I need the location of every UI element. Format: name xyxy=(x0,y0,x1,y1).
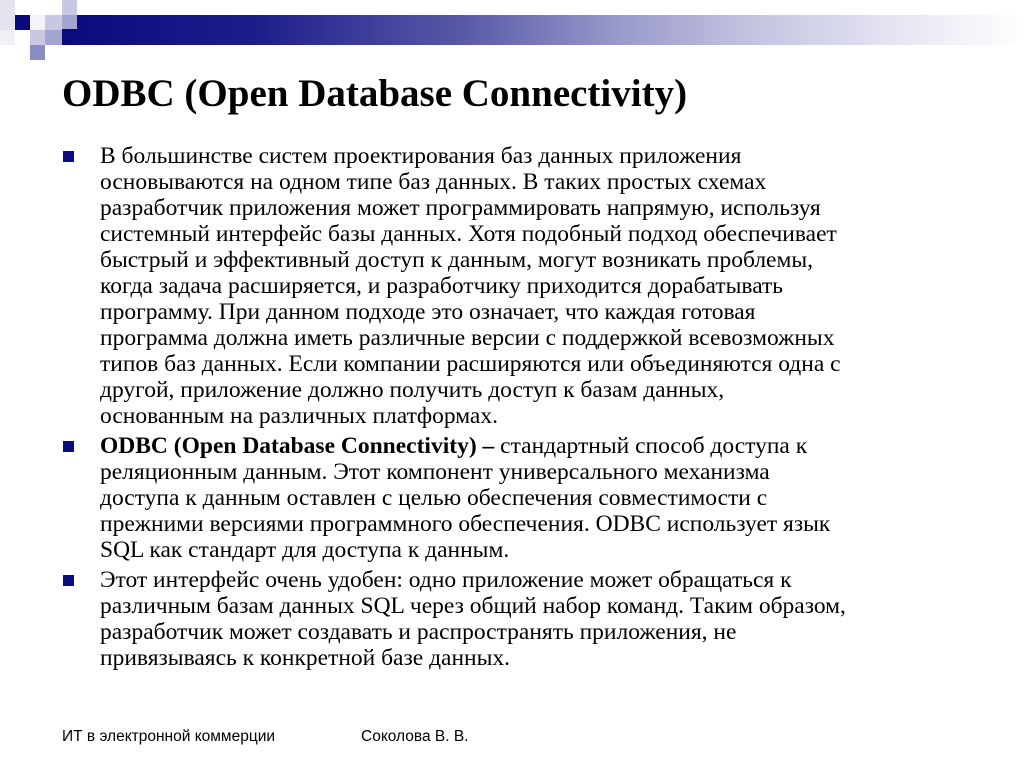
text-line: разработчик может создавать и распространять приложения, не xyxy=(100,619,737,645)
bold-term: ODBC (Open Database Connectivity) – xyxy=(100,433,495,459)
text-line: системный интерфейс базы данных. Хотя подобный подход обеспечивает xyxy=(100,221,837,247)
text-line: типов баз данных. Если компании расширяются или объединяются одна с xyxy=(100,351,841,377)
text-fragment: стандартный способ доступа к xyxy=(494,433,808,459)
decor-square xyxy=(45,15,62,30)
text-line: разработчик приложения может программировать напрямую, используя xyxy=(100,195,821,221)
bullet-text xyxy=(100,143,962,429)
bullet-item xyxy=(62,143,962,429)
square-bullet-icon xyxy=(63,575,74,586)
bullet-list xyxy=(62,143,962,675)
header-gradient-bar xyxy=(62,15,1024,45)
text-line: когда задача расширяется, и разработчику приходится дорабатывать xyxy=(100,273,784,299)
bullet-item xyxy=(62,433,962,563)
text-line: SQL как стандарт для доступа к данным. xyxy=(100,537,510,563)
text-line: прежними версиями программного обеспечения. ODBC использует язык xyxy=(100,511,831,537)
text-line: программу. При данном подходе это означает, что каждая готовая xyxy=(100,299,756,325)
slide-title: ODBC (Open Database Connectivity) xyxy=(62,72,688,115)
decor-square xyxy=(30,15,45,30)
text-line: Этот интерфейс очень удобен: одно приложение может обращаться к xyxy=(100,567,792,593)
text-line: различным базам данных SQL через общий набор команд. Таким образом, xyxy=(100,593,846,619)
decor-square xyxy=(15,15,30,30)
decor-square xyxy=(30,45,45,60)
square-bullet-icon xyxy=(63,151,74,162)
text-line: основываются на одном типе баз данных. В таких простых схемах xyxy=(100,169,767,195)
text-line: В большинстве систем проектирования баз данных приложения xyxy=(100,143,742,169)
decor-square xyxy=(45,30,62,45)
decor-square xyxy=(0,30,15,45)
square-bullet-icon xyxy=(63,441,74,452)
text-line: основанным на различных платформах. xyxy=(100,403,498,429)
text-line: другой, приложение должно получить доступ к базам данных, xyxy=(100,377,725,403)
decor-square xyxy=(62,0,77,15)
text-line: программа должна иметь различные версии с поддержкой всевозможных xyxy=(100,325,835,351)
decor-square xyxy=(62,15,77,29)
decor-square xyxy=(0,0,15,15)
bullet-item xyxy=(62,567,962,671)
bullet-text xyxy=(100,567,962,671)
text-line: привязываясь к конкретной базе данных. xyxy=(100,645,511,671)
footer-course: ИТ в электронной коммерции xyxy=(62,728,276,745)
footer-author: Соколова В. В. xyxy=(361,728,469,745)
bullet-text xyxy=(100,433,962,563)
text-line xyxy=(100,433,962,459)
decor-square xyxy=(30,30,45,45)
decor-square xyxy=(0,15,15,30)
text-line: быстрый и эффективный доступ к данным, могут возникать проблемы, xyxy=(100,247,814,273)
text-line: доступа к данным оставлен с целью обеспечения совместимости с xyxy=(100,485,768,511)
text-line: реляционным данным. Этот компонент универсального механизма xyxy=(100,459,770,485)
